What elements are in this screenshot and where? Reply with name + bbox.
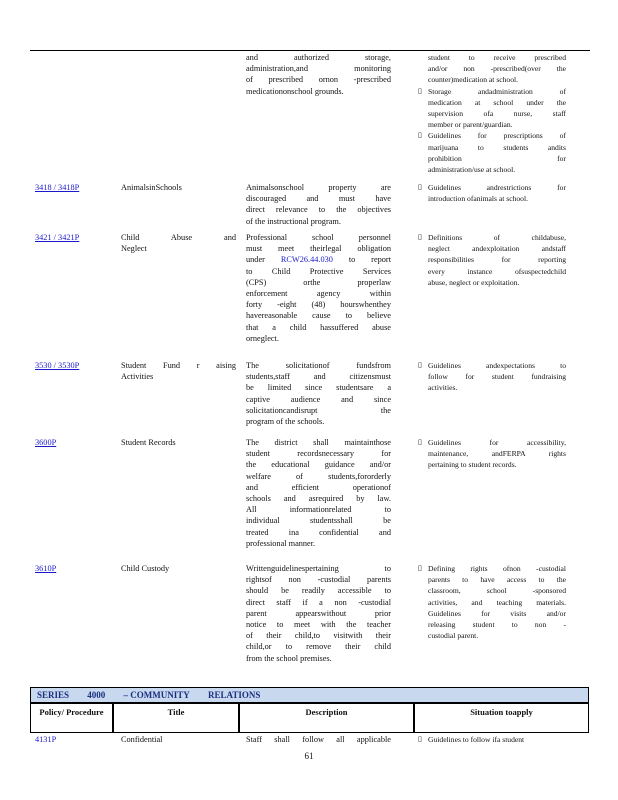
bullet-item: ▯ Storage andadministration of <box>418 86 566 97</box>
series-header-bar <box>30 687 589 703</box>
bullet-continuation: Guidelines for visits and/or <box>428 608 566 618</box>
last-row-situation: ▯ Guidelines to follow ifa student <box>418 734 566 745</box>
bullet-continuation: abuse, neglect or exploitation. <box>428 277 520 287</box>
policy-situation <box>418 437 566 471</box>
policy-title: Child Abuse and Neglect <box>121 233 236 254</box>
bullet-continuation: activities, and teaching materials. <box>428 597 566 607</box>
bullet-item: ▯ Guidelines for accessibility, <box>418 437 566 448</box>
bullet-continuation: classroom, school -sponsored <box>428 586 566 596</box>
bullet-continuation: marijuana to students andits <box>428 142 566 152</box>
header-policy: Policy/ Procedure <box>30 703 113 733</box>
bullet-continuation: follow for student fundraising <box>428 372 566 382</box>
policy-description: Animalsonschool property are discouraged and must have direct relevance to the objectives of the instructional program. <box>246 183 391 226</box>
series-label: SERIES <box>37 690 70 700</box>
bullet-continuation: pertaining to student records. <box>428 460 517 470</box>
header-description: Description <box>239 703 414 733</box>
top-rule <box>30 50 590 51</box>
policy-link[interactable]: 3530 / 3530P <box>35 361 80 370</box>
policy-code[interactable] <box>35 437 113 448</box>
policy-title: Student Fund r aising Activities <box>121 361 236 382</box>
policy-situation <box>418 52 566 175</box>
bullet-item: ▯ Defining rights ofnon -custodial <box>418 563 566 574</box>
policy-situation <box>418 182 566 204</box>
bullet-continuation: counter)medication at school. <box>428 75 519 85</box>
bullet-continuation: responsibilities for reporting <box>428 255 566 265</box>
series-dash: – COMMUNITY <box>123 690 190 700</box>
policy-title: Student Records <box>121 438 176 447</box>
policy-code[interactable] <box>35 182 113 193</box>
bullet-continuation: every instance ofsuspectedchild <box>428 266 566 276</box>
policy-code[interactable] <box>35 360 113 371</box>
bullet-item: ▯ Definitions of childabuse, <box>418 232 566 243</box>
bullet-continuation: prohibition for <box>428 153 566 163</box>
bullet-item: ▯ Guidelines andrestrictions for <box>418 182 566 193</box>
bullet-continuation: parents to have access to the <box>428 575 566 585</box>
series-number: 4000 <box>87 690 106 700</box>
bullet-continuation: introduction ofanimals at school. <box>428 194 528 204</box>
policy-code[interactable] <box>35 232 113 243</box>
policy-title: Child Custody <box>121 564 170 573</box>
bullet-continuation: member or parent/guardian. <box>428 120 513 130</box>
policy-description: Professional school personnel must meet theirlegal obligation under RCW26.44.030 to report to Child Protective Services (CPS) orthe properlaw enforcement agency within forty -eight (48) hourswhenthey havereasonable cause to believe that a child hassuffered abuse orneglect. <box>246 233 391 343</box>
bullet-continuation: supervision ofa nurse, staff <box>428 109 566 119</box>
policy-link[interactable]: 3421 / 3421P <box>35 233 80 242</box>
policy-situation <box>418 232 566 288</box>
last-row-description: Staff shall follow all applicable <box>246 735 391 744</box>
bullet-item: ▯ Guidelines andexpectations to <box>418 360 566 371</box>
bullet-continuation: medication at school under the <box>428 97 566 107</box>
rcw-link[interactable]: RCW26.44.030 <box>280 255 333 265</box>
policy-description: Writtenguidelinespertaining to rightsof non -custodial parents should be readily accessible to direct staff if a non -custodial parent appearswithout prior notice to meet with the teacher of their child,to visitwith their child,or to remove their child from the school premises. <box>246 564 391 663</box>
bullet-continuation: activities. <box>428 383 458 393</box>
policy-link[interactable]: 3610P <box>35 564 57 573</box>
bullet-continuation: neglect andexploitation andstaff <box>428 244 566 254</box>
bullet-continuation: administration/use at school. <box>428 165 516 175</box>
series-name: RELATIONS <box>208 690 261 700</box>
policy-code[interactable] <box>35 563 113 574</box>
policy-situation <box>418 563 566 641</box>
last-row-title: Confidential <box>121 735 163 744</box>
policy-description: The district shall maintainthose student recordsnecessary for the educational guidance and/or welfare of students,fororderly and efficient operationof schools and asrequired by law. All informationrelated to individual studentsshall be treated ina confidential and professional manner. <box>246 438 391 548</box>
bullet-continuation: and/or non -prescribed(over the <box>428 64 566 74</box>
header-situation: Situation toapply <box>414 703 589 733</box>
page-number: 61 <box>304 751 314 761</box>
policy-title: AnimalsinSchools <box>121 183 182 192</box>
header-title: Title <box>113 703 239 733</box>
last-row-code: 4131P <box>35 735 57 744</box>
policy-description: and authorized storage, administration,and monitoring of prescribed ornon -prescribed medicationonschool grounds. <box>246 53 391 96</box>
policy-link[interactable]: 3418 / 3418P <box>35 183 80 192</box>
bullet-continuation: releasing student to non - <box>428 620 566 630</box>
policy-situation <box>418 360 566 394</box>
bullet-continuation: custodial parent. <box>428 631 479 641</box>
bullet-continuation: student to receive prescribed <box>428 53 566 62</box>
policy-description: The solicitationof fundsfrom students,staff and citizensmust be limited since studentsare a captive audience and since solicitationcandisrupt the program of the schools. <box>246 361 391 427</box>
bullet-item: ▯ Guidelines for prescriptions of <box>418 130 566 141</box>
policy-link[interactable]: 3600P <box>35 438 57 447</box>
bullet-continuation: maintenance, andFERPA rights <box>428 449 566 459</box>
